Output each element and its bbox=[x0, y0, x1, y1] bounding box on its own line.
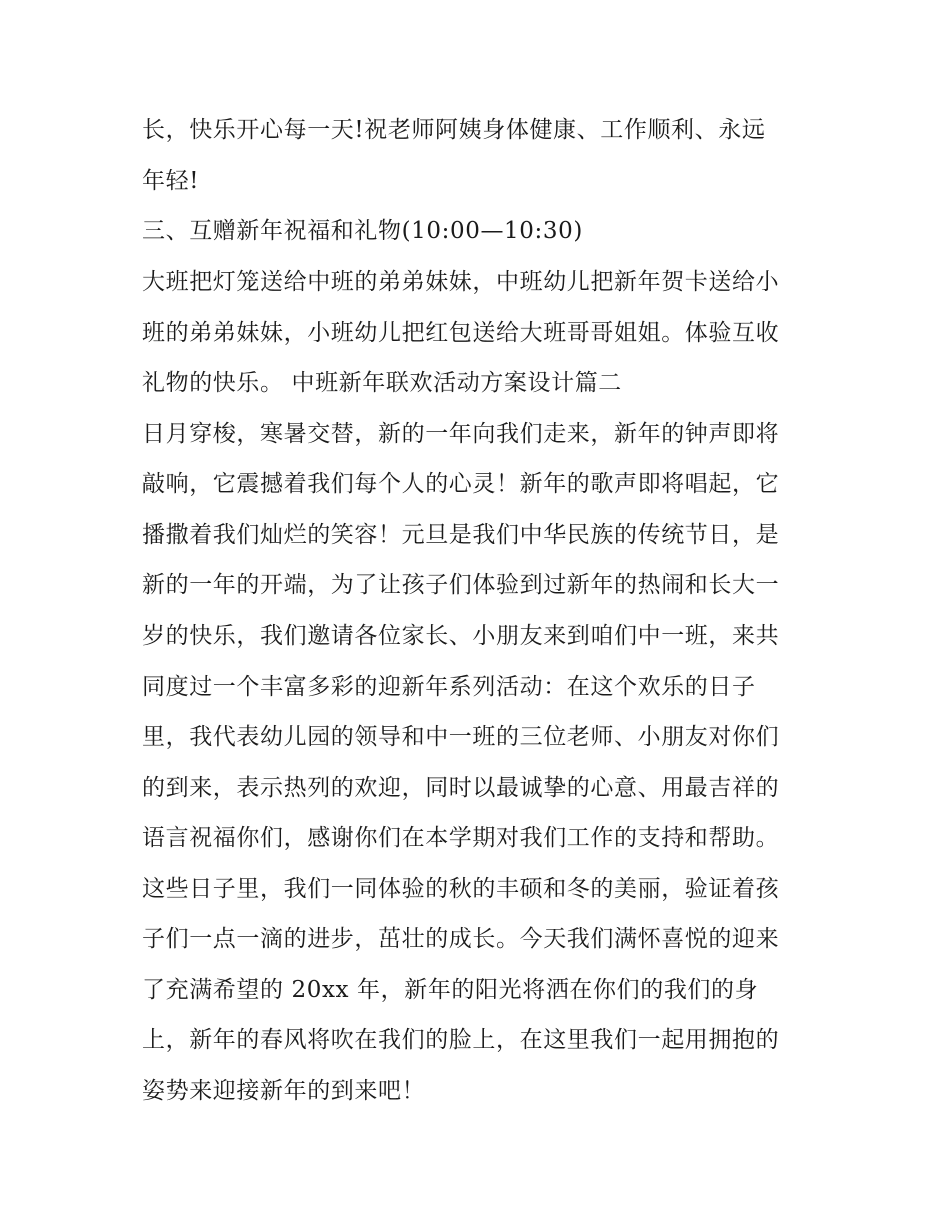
text-line: 敲响，它震撼着我们每个人的心灵！新年的歌声即将唱起，它 bbox=[142, 471, 780, 497]
text-line: 了充满希望的 20xx 年，新年的阳光将洒在你们的我们的身 bbox=[142, 977, 759, 1003]
text-line: 的到来，表示热列的欢迎，同时以最诚挚的心意、用最吉祥的 bbox=[142, 775, 780, 801]
text-line: 语言祝福你们，感谢你们在本学期对我们工作的支持和帮助。 bbox=[142, 825, 780, 851]
text-line: 岁的快乐，我们邀请各位家长、小朋友来到咱们中一班，来共 bbox=[142, 623, 780, 649]
text-line: 班的弟弟妹妹，小班幼儿把红包送给大班哥哥姐姐。体验互收 bbox=[142, 320, 780, 346]
text-line: 礼物的快乐。 中班新年联欢活动方案设计篇二 bbox=[142, 370, 622, 396]
text-line: 同度过一个丰富多彩的迎新年系列活动：在这个欢乐的日子 bbox=[142, 674, 756, 700]
text-line: 新的一年的开端，为了让孩子们体验到过新年的热闹和长大一 bbox=[142, 572, 780, 598]
text-line: 姿势来迎接新年的到来吧！ bbox=[142, 1078, 426, 1104]
text-line: 这些日子里，我们一同体验的秋的丰硕和冬的美丽，验证着孩 bbox=[142, 876, 780, 902]
text-line: 年轻! bbox=[142, 168, 200, 194]
section-heading: 三、互赠新年祝福和礼物(10:00—10:30) bbox=[142, 218, 583, 244]
text-line: 播撒着我们灿烂的笑容！元旦是我们中华民族的传统节日，是 bbox=[142, 522, 780, 548]
text-line: 长，快乐开心每一天!祝老师阿姨身体健康、工作顺利、永远 bbox=[142, 117, 766, 143]
text-line: 上，新年的春风将吹在我们的脸上，在这里我们一起用拥抱的 bbox=[142, 1027, 780, 1053]
text-line: 子们一点一滴的进步，茁壮的成长。今天我们满怀喜悦的迎来 bbox=[142, 926, 780, 952]
text-line: 日月穿梭，寒暑交替，新的一年向我们走来，新年的钟声即将 bbox=[142, 421, 780, 447]
text-line: 大班把灯笼送给中班的弟弟妹妹，中班幼儿把新年贺卡送给小 bbox=[142, 269, 780, 295]
text-line: 里，我代表幼儿园的领导和中一班的三位老师、小朋友对你们 bbox=[142, 724, 780, 750]
